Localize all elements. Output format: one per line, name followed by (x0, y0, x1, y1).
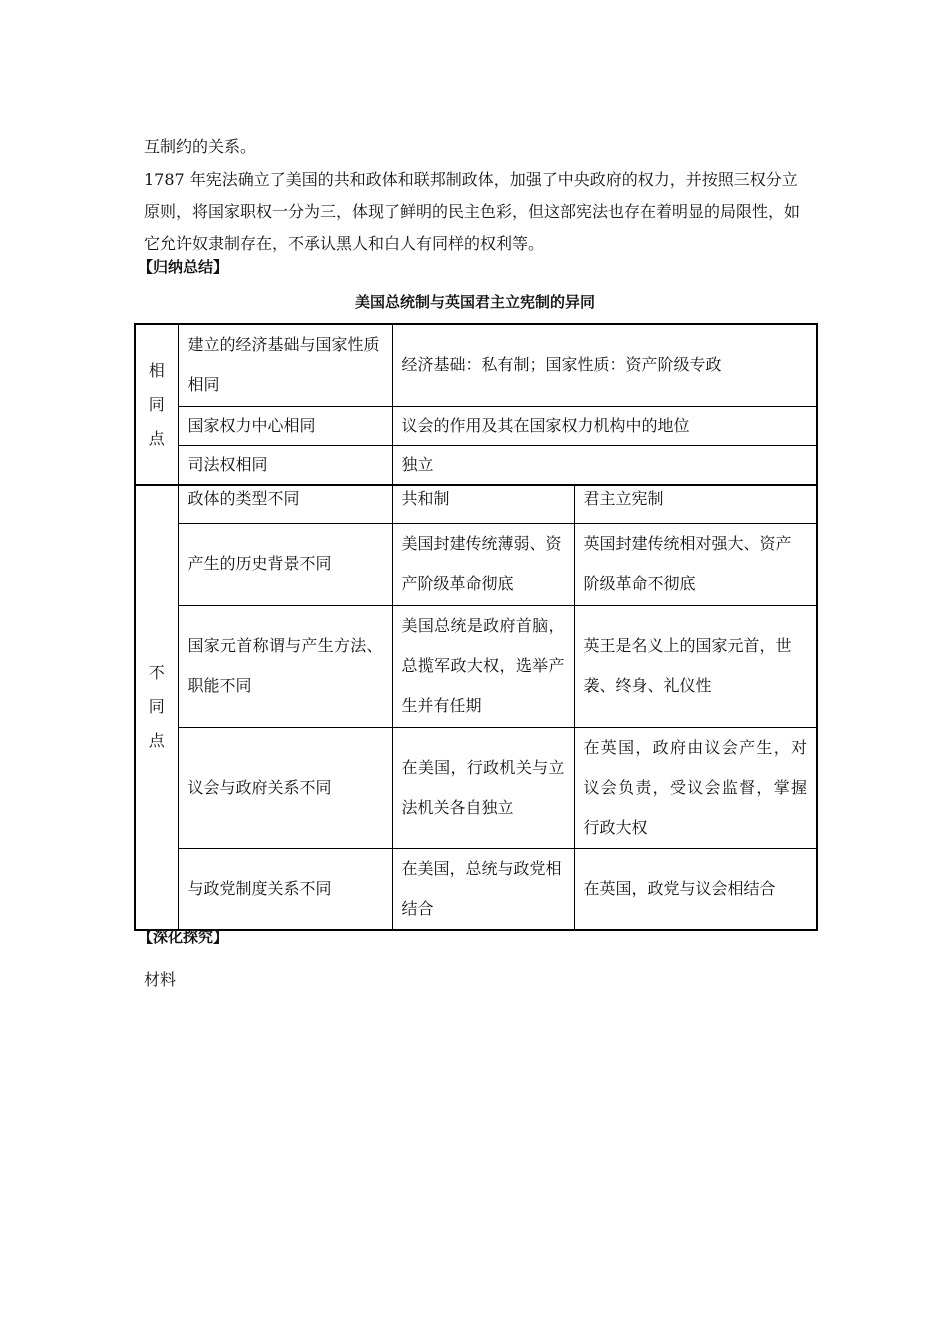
uk-cell: 在英国，政府由议会产生，对议会负责，受议会监督，掌握行政大权 (574, 727, 817, 848)
same-points-label: 相 同 点 (135, 324, 178, 485)
diff-aspect-cell: 国家元首称谓与产生方法、职能不同 (178, 605, 392, 727)
diff-aspect-cell: 与政党制度关系不同 (178, 848, 392, 930)
table-title: 美国总统制与英国君主立宪制的异同 (354, 293, 595, 311)
same-aspect-cell: 国家权力中心相同 (178, 406, 392, 445)
us-cell: 美国总统是政府首脑，总揽军政大权，选举产生并有任期 (392, 605, 574, 727)
same-content-cell: 独立 (392, 445, 817, 485)
table-row (135, 406, 817, 445)
material-label: 材料 (144, 970, 177, 989)
diff-aspect-cell: 产生的历史背景不同 (178, 523, 392, 605)
table-row (135, 445, 817, 485)
us-cell: 在美国，总统与政党相结合 (392, 848, 574, 930)
paragraph-continuation: 互制约的关系。 (144, 137, 257, 156)
table-row (135, 848, 817, 930)
us-cell: 共和制 (392, 485, 574, 523)
uk-cell: 在英国，政党与议会相结合 (574, 848, 817, 930)
same-content-cell: 议会的作用及其在国家权力机构中的地位 (392, 406, 817, 445)
paragraph-constitution: 1787 年宪法确立了美国的共和政体和联邦制政体，加强了中央政府的权力，并按照三权分立原则，将国家职权一分为三，体现了鲜明的民主色彩，但这部宪法也存在着明显的局限性，如它允许奴隶制存在，不承认黑人和白人有同样的权利等。 (144, 170, 801, 253)
table-row (135, 605, 817, 727)
uk-cell: 君主立宪制 (574, 485, 817, 523)
us-cell: 在美国，行政机关与立法机关各自独立 (392, 727, 574, 848)
same-content-cell: 经济基础：私有制；国家性质：资产阶级专政 (392, 324, 817, 406)
summary-heading: 【归纳总结】 (138, 258, 229, 276)
uk-cell: 英国封建传统相对强大、资产阶级革命不彻底 (574, 523, 817, 605)
different-points-label: 不 同 点 (135, 485, 178, 930)
uk-cell: 英王是名义上的国家元首，世袭、终身、礼仪性 (574, 605, 817, 727)
table-row (135, 523, 817, 605)
same-aspect-cell: 建立的经济基础与国家性质相同 (178, 324, 392, 406)
explore-heading: 【深化探究】 (138, 928, 229, 946)
us-cell: 美国封建传统薄弱、资产阶级革命彻底 (392, 523, 574, 605)
same-aspect-cell: 司法权相同 (178, 445, 392, 485)
diff-aspect-cell: 政体的类型不同 (178, 485, 392, 523)
diff-aspect-cell: 议会与政府关系不同 (178, 727, 392, 848)
table-row (135, 485, 817, 523)
table-row (135, 727, 817, 848)
comparison-table (134, 323, 818, 931)
table-row (135, 324, 817, 406)
